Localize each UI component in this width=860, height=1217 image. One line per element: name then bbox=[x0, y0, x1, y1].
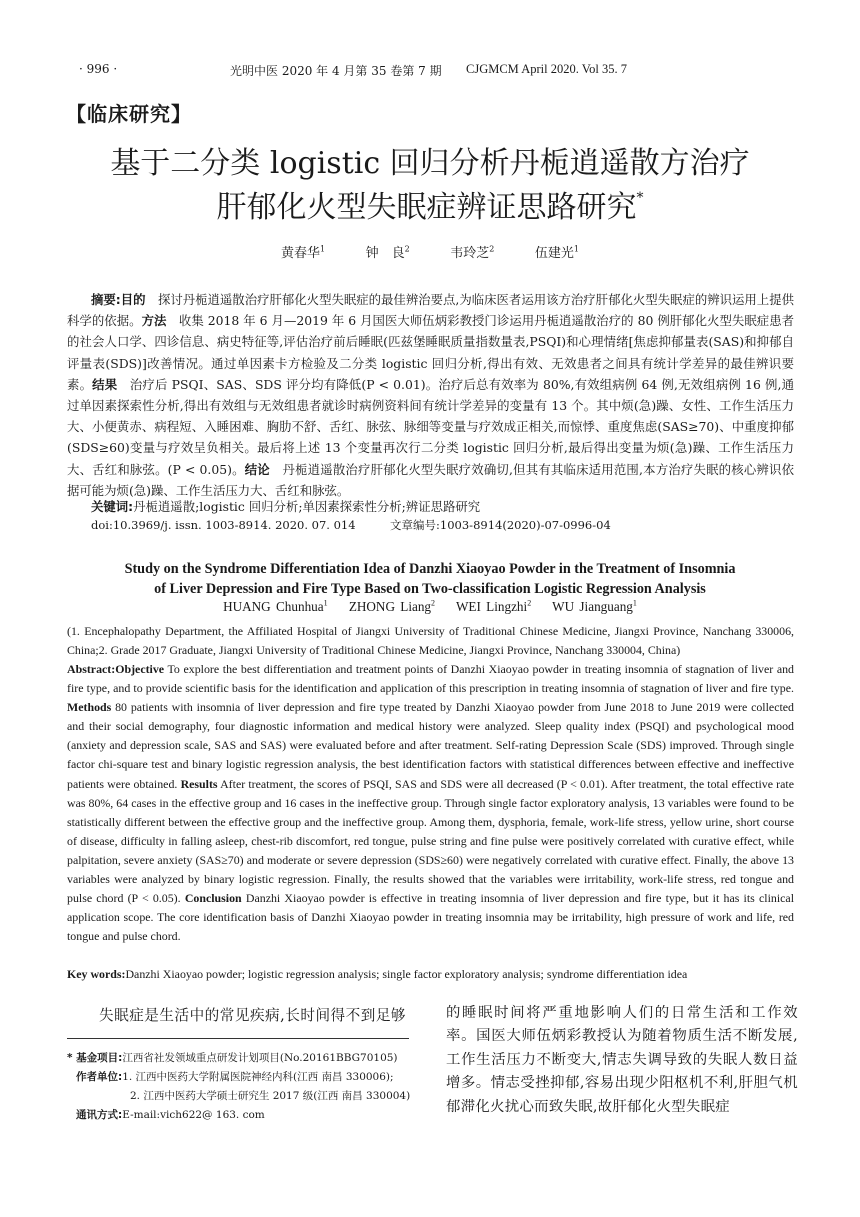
author-en: HUANG Chunhua$^1$ bbox=[223, 599, 328, 615]
page-number: · 996 · bbox=[79, 62, 118, 76]
author-en: WU Jianguang$^1$ bbox=[552, 599, 637, 615]
author-cn: 黄春华$^1$ bbox=[280, 244, 326, 261]
objective-en: To explore the best differentiation and treatment points of Danzhi Xiaoyao powder in treating insomnia of stagnation of liver and fire type, and to provide scientific basis for the identification and application of this prescription in treating insomnia of stagnation of liver and fire type. bbox=[67, 662, 794, 696]
conclusion-en: Danzhi Xiaoyao powder is effective in treating insomnia of liver depression and fire type, but it has its clinical application scope. The core identification basis of Danzhi Xiaoyao powder in treating insomnia may be irritability, high pressure of work and life, red tongue and pulse chord. bbox=[67, 891, 794, 944]
keywords-cn-text: 丹栀逍遥散;logistic 回归分析;单因素探索性分析;辨证思路研究 bbox=[133, 499, 481, 514]
results-label-cn: 结果 bbox=[92, 376, 118, 392]
methods-en: 80 patients with insomnia of liver depression and fire type treated by Danzhi Xiaoyao powder from June 2018 to June 2019 were collected and their social demography, four diagnostic information and medical history were analyzed. Sleep quality index (PSQI) and psychological mood (anxiety and depression scale, SAS and SAS) were evaluated before and after treatment. Self-rating Depression Scale (SDS) improved. Through single factor chi-square test and binary logistic regression analysis, the best identification factors with statistical differences between effective and ineffective patients were obtained. bbox=[67, 700, 794, 791]
footnote-unit: 作者单位:1. 江西中医药大学附属医院神经内科(江西 南昌 330006); bbox=[76, 1071, 394, 1083]
title-cn-line2-text: 肝郁化火型失眠症辨证思路研究 bbox=[216, 190, 637, 225]
author-en: WEI Lingzhi$^2$ bbox=[455, 599, 532, 615]
author-cn: 钟 良$^2$ bbox=[365, 244, 410, 261]
abstract-cn-label: 摘要: bbox=[91, 292, 121, 307]
footnote-contact: 通讯方式:E-mail:vich622@ 163. com bbox=[76, 1109, 265, 1121]
abstract-en bbox=[67, 660, 794, 946]
body-left-first-line: 失眠症是生活中的常见疾病,长时间得不到足够 bbox=[99, 1007, 407, 1024]
footnote-divider bbox=[67, 1038, 409, 1039]
objective-label-en: Objective bbox=[115, 662, 165, 676]
abstract-cn bbox=[67, 289, 794, 501]
authors-cn bbox=[0, 242, 860, 261]
doi-line: doi:10.3969/j. issn. 1003-8914. 2020. 07. 014 文章编号:1003-8914(2020)-07-0996-04 bbox=[91, 518, 611, 532]
section-tag: 【临床研究】 bbox=[66, 102, 192, 126]
objective-label-cn: 目的 bbox=[120, 292, 146, 307]
keywords-en-label: Key words: bbox=[67, 967, 126, 981]
results-label-en: Results bbox=[180, 776, 218, 791]
objective-cn: 探讨丹栀逍遥散治疗肝郁化火型失眠症的最佳辨治要点,为临床医者运用该方治疗肝郁化火型失眠症的辨识运用上提供科学的依据。 bbox=[67, 292, 794, 329]
title-en-line1: Study on the Syndrome Differentiation Idea of Danzhi Xiaoyao Powder in the Treatment of Insomnia bbox=[124, 561, 736, 577]
author-cn: 伍建光$^1$ bbox=[534, 244, 580, 261]
affiliation-en: (1. Encephalopathy Department, the Affiliated Hospital of Jiangxi University of Traditional Chinese Medicine, Jiangxi Province, Nanchang 330006, China;2. Grade 2017 Graduate, Jiangxi University of Traditional Chinese Medicine, Jiangxi Province, Nanchang 330004, China) bbox=[67, 624, 794, 658]
title-footnote-mark: * bbox=[636, 190, 644, 206]
methods-label-en: Methods bbox=[67, 700, 112, 715]
results-cn: 治疗后 PSQI、SAS、SDS 评分均有降低(P < 0.01)。治疗后总有效率为 80%,有效组病例 64 例,无效组病例 16 例,通过单因素探索性分析,得出有效组与无效组患者就诊时病例资料间有统计学差异的变量有 13 个。其中烦(急)躁、女性、工作生活压力大、小便黄赤、病程短、入睡困难、胸肋不舒、舌红、脉弦、脉细等变量与疗效成正相关,而惊悸、重度焦虑(SAS≥70)、中重度抑郁(SDS≥60)变量与疗效呈负相关。最后将上述 13 个变量再次行二分类 logistic 回归分析,最后得出变量为烦(急)躁、工作生活压力大、舌红和脉弦。(P < 0.05)。 bbox=[67, 376, 795, 477]
abstract-en-label: Abstract: bbox=[67, 662, 116, 676]
keywords-cn bbox=[91, 497, 480, 515]
conclusion-label-en: Conclusion bbox=[184, 891, 242, 906]
journal-header-en: CJGMCM April 2020. Vol 35. 7 bbox=[466, 62, 628, 76]
body-right-column: 的睡眠时间将严重地影响人们的日常生活和工作效率。国医大师伍炳彩教授认为随着物质生活不断发展,工作生活压力不断变大,情志失调导致的失眠人数日益增多。情志受挫抑郁,容易出现少阳枢机不利,肝胆气机郁滞化火扰心而致失眠,故肝郁化火型失眠症 bbox=[446, 1005, 798, 1115]
results-en: After treatment, the scores of PSQI, SAS and SDS were all decreased (P < 0.01). After treatment, the total effective rate was 80%, 64 cases in the effective group and 16 cases in the ineffective group. Through single factor exploratory analysis, 13 variables were found to be statistically different between the effective group and the ineffective group. Among them, dysphoria, female, work-life stress, yellow urine, short course of disease, difficulty in falling asleep, chest-rib discomfort, red tongue, pulse string and fine pulse were positively correlated with curative effect, while palpitation, severe anxiety (SAS≥70) and moderate or severe depression (SDS≥60) were negatively correlated with curative effect. Finally, the above 13 variables were analyzed by binary logistic regression. Finally, the results showed that the variables were irritability, work-life stress, red tongue and pulse chord (P < 0.05). bbox=[67, 776, 794, 906]
title-cn-line2 bbox=[60, 190, 800, 225]
keywords-en bbox=[67, 965, 794, 984]
conclusion-label-cn: 结论 bbox=[244, 461, 270, 477]
authors-en bbox=[0, 599, 860, 615]
author-en: ZHONG Liang$^2$ bbox=[348, 599, 436, 615]
footnote-fund: * 基金项目:江西省社发领域重点研发计划项目(No.20161BBG70105) bbox=[67, 1052, 398, 1064]
footnote-unit2: 2. 江西中医药大学硕士研究生 2017 级(江西 南昌 330004) bbox=[130, 1090, 411, 1102]
journal-header-cn: 光明中医 2020 年 4 月第 35 卷第 7 期 bbox=[230, 64, 442, 78]
keywords-cn-label: 关键词: bbox=[91, 499, 134, 514]
title-cn-line1: 基于二分类 logistic 回归分析丹栀逍遥散方治疗 bbox=[110, 146, 750, 181]
title-en-line2: of Liver Depression and Fire Type Based on Two-classification Logistic Regression Analysis bbox=[154, 581, 706, 597]
conclusion-cn: 丹栀逍遥散治疗肝郁化火型失眠疗效确切,但其有其临床适用范围,本方治疗失眠的核心辨识依据可能为烦(急)躁、工作生活压力大、舌红和脉弦。 bbox=[67, 461, 794, 498]
methods-label-cn: 方法 bbox=[141, 313, 167, 329]
methods-cn: 收集 2018 年 6 月—2019 年 6 月国医大师伍炳彩教授门诊运用丹栀逍遥散治疗的 80 例肝郁化火型失眠症患者的社会人口学、四诊信息、病史特征等,评估治疗前后睡眠(匹兹堡睡眠质量指数量表,PSQI)和心理情绪[焦虑抑郁量表(SAS)和抑郁自评量表(SDS)]改善情况。通过单因素卡方检验及二分类 logistic 回归分析,得出有效、无效患者之间具有统计学差异的最佳辨识要素。 bbox=[67, 313, 795, 392]
keywords-en-text: Danzhi Xiaoyao powder; logistic regression analysis; single factor exploratory analysis; syndrome differentiation idea bbox=[125, 967, 688, 981]
author-cn: 韦玲芝$^2$ bbox=[450, 244, 495, 261]
